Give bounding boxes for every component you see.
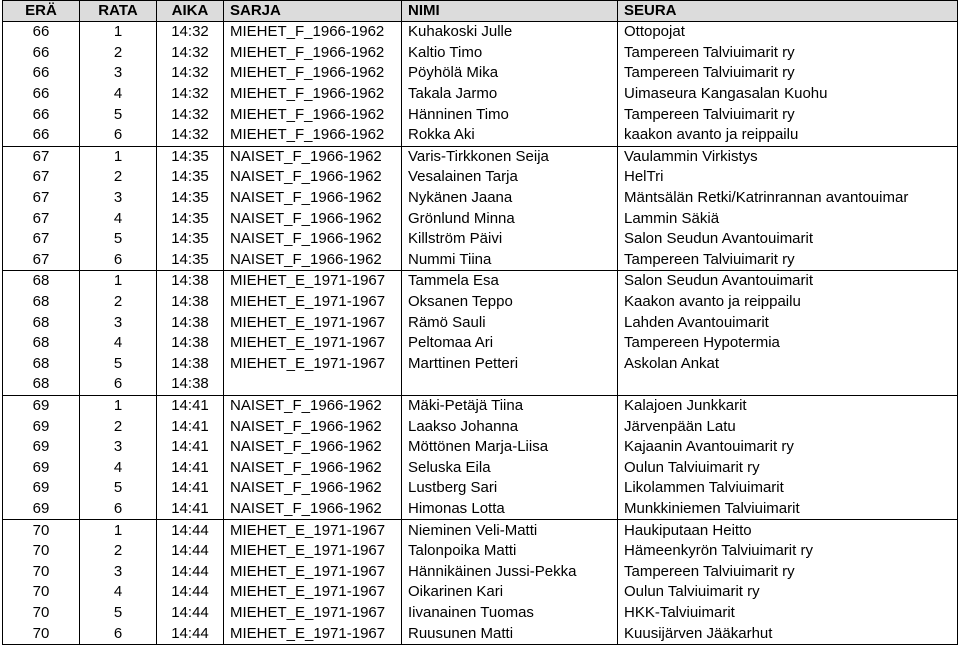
cell-seura: Haukiputaan Heitto	[618, 520, 958, 541]
cell-sarja: MIEHET_F_1966-1962	[224, 84, 402, 105]
cell-rata: 1	[80, 22, 157, 43]
cell-era: 69	[3, 437, 80, 458]
cell-sarja: MIEHET_E_1971-1967	[224, 292, 402, 313]
cell-aika: 14:44	[157, 520, 224, 541]
cell-era: 67	[3, 229, 80, 250]
cell-rata: 2	[80, 416, 157, 437]
cell-era: 67	[3, 250, 80, 271]
table-row	[3, 63, 958, 84]
cell-rata: 4	[80, 333, 157, 354]
cell-sarja: NAISET_F_1966-1962	[224, 229, 402, 250]
cell-sarja: MIEHET_E_1971-1967	[224, 312, 402, 333]
cell-sarja: MIEHET_E_1971-1967	[224, 541, 402, 562]
cell-aika: 14:32	[157, 43, 224, 64]
cell-sarja: MIEHET_E_1971-1967	[224, 520, 402, 541]
table-row	[3, 541, 958, 562]
cell-aika: 14:41	[157, 499, 224, 520]
cell-era: 70	[3, 603, 80, 624]
cell-aika: 14:41	[157, 478, 224, 499]
cell-aika: 14:35	[157, 208, 224, 229]
cell-seura: Lahden Avantouimarit	[618, 312, 958, 333]
cell-seura: Vaulammin Virkistys	[618, 146, 958, 167]
cell-nimi: Möttönen Marja-Liisa	[402, 437, 618, 458]
cell-nimi	[402, 374, 618, 395]
cell-sarja: NAISET_F_1966-1962	[224, 146, 402, 167]
cell-aika: 14:32	[157, 22, 224, 43]
cell-seura: Munkkiniemen Talviuimarit	[618, 499, 958, 520]
cell-era: 67	[3, 188, 80, 209]
cell-rata: 4	[80, 582, 157, 603]
cell-nimi: Peltomaa Ari	[402, 333, 618, 354]
cell-rata: 6	[80, 250, 157, 271]
cell-aika: 14:38	[157, 374, 224, 395]
cell-era: 66	[3, 125, 80, 146]
table-row	[3, 561, 958, 582]
cell-sarja: MIEHET_E_1971-1967	[224, 271, 402, 292]
cell-nimi: Tammela Esa	[402, 271, 618, 292]
cell-rata: 3	[80, 312, 157, 333]
cell-aika: 14:35	[157, 188, 224, 209]
cell-seura: Salon Seudun Avantouimarit	[618, 229, 958, 250]
cell-nimi: Kuhakoski Julle	[402, 22, 618, 43]
cell-sarja: NAISET_F_1966-1962	[224, 478, 402, 499]
cell-aika: 14:38	[157, 271, 224, 292]
cell-rata: 3	[80, 63, 157, 84]
table-row	[3, 457, 958, 478]
cell-sarja	[224, 374, 402, 395]
table-row	[3, 623, 958, 644]
cell-nimi: Pöyhölä Mika	[402, 63, 618, 84]
start-list-table	[2, 0, 958, 645]
cell-era: 68	[3, 374, 80, 395]
cell-rata: 3	[80, 188, 157, 209]
table-row	[3, 43, 958, 64]
cell-era: 69	[3, 499, 80, 520]
cell-nimi: Grönlund Minna	[402, 208, 618, 229]
cell-nimi: Mäki-Petäjä Tiina	[402, 395, 618, 416]
cell-nimi: Nykänen Jaana	[402, 188, 618, 209]
cell-rata: 1	[80, 271, 157, 292]
cell-nimi: Kaltio Timo	[402, 43, 618, 64]
cell-seura: HelTri	[618, 167, 958, 188]
cell-nimi: Varis-Tirkkonen Seija	[402, 146, 618, 167]
cell-rata: 5	[80, 104, 157, 125]
cell-era: 66	[3, 22, 80, 43]
cell-sarja: NAISET_F_1966-1962	[224, 395, 402, 416]
cell-nimi: Himonas Lotta	[402, 499, 618, 520]
cell-era: 69	[3, 478, 80, 499]
cell-sarja: NAISET_F_1966-1962	[224, 208, 402, 229]
cell-nimi: Vesalainen Tarja	[402, 167, 618, 188]
cell-aika: 14:41	[157, 457, 224, 478]
cell-seura: Salon Seudun Avantouimarit	[618, 271, 958, 292]
cell-nimi: Laakso Johanna	[402, 416, 618, 437]
cell-sarja: MIEHET_F_1966-1962	[224, 125, 402, 146]
cell-sarja: MIEHET_F_1966-1962	[224, 43, 402, 64]
cell-era: 68	[3, 354, 80, 375]
table-row	[3, 167, 958, 188]
cell-rata: 5	[80, 229, 157, 250]
cell-era: 69	[3, 457, 80, 478]
cell-seura: Tampereen Hypotermia	[618, 333, 958, 354]
cell-seura: Kaakon avanto ja reippailu	[618, 292, 958, 313]
cell-seura: Hämeenkyrön Talviuimarit ry	[618, 541, 958, 562]
cell-nimi: Nummi Tiina	[402, 250, 618, 271]
cell-era: 66	[3, 43, 80, 64]
table-row	[3, 188, 958, 209]
cell-nimi: Takala Jarmo	[402, 84, 618, 105]
cell-nimi: Oksanen Teppo	[402, 292, 618, 313]
cell-seura: Uimaseura Kangasalan Kuohu	[618, 84, 958, 105]
cell-rata: 4	[80, 457, 157, 478]
cell-era: 70	[3, 582, 80, 603]
cell-sarja: NAISET_F_1966-1962	[224, 250, 402, 271]
table-row	[3, 395, 958, 416]
cell-era: 66	[3, 104, 80, 125]
table-row	[3, 208, 958, 229]
cell-seura: Oulun Talviuimarit ry	[618, 457, 958, 478]
table-row	[3, 333, 958, 354]
cell-sarja: NAISET_F_1966-1962	[224, 499, 402, 520]
cell-seura: Kuusijärven Jääkarhut	[618, 623, 958, 644]
cell-seura: Tampereen Talviuimarit ry	[618, 561, 958, 582]
cell-era: 70	[3, 541, 80, 562]
cell-era: 70	[3, 623, 80, 644]
cell-era: 66	[3, 84, 80, 105]
cell-era: 67	[3, 208, 80, 229]
cell-aika: 14:38	[157, 354, 224, 375]
cell-aika: 14:44	[157, 603, 224, 624]
cell-seura: Likolammen Talviuimarit	[618, 478, 958, 499]
cell-aika: 14:41	[157, 416, 224, 437]
cell-rata: 1	[80, 395, 157, 416]
cell-rata: 6	[80, 499, 157, 520]
cell-rata: 5	[80, 478, 157, 499]
cell-seura: Lammin Säkiä	[618, 208, 958, 229]
cell-era: 69	[3, 416, 80, 437]
cell-rata: 3	[80, 437, 157, 458]
table-row	[3, 603, 958, 624]
cell-seura	[618, 374, 958, 395]
cell-sarja: MIEHET_F_1966-1962	[224, 22, 402, 43]
table-row	[3, 125, 958, 146]
header-aika: AIKA	[157, 1, 224, 22]
cell-nimi: Rämö Sauli	[402, 312, 618, 333]
cell-rata: 4	[80, 84, 157, 105]
cell-seura: Tampereen Talviuimarit ry	[618, 43, 958, 64]
cell-aika: 14:38	[157, 312, 224, 333]
table-row	[3, 374, 958, 395]
cell-aika: 14:35	[157, 250, 224, 271]
table-row	[3, 312, 958, 333]
cell-aika: 14:32	[157, 104, 224, 125]
cell-aika: 14:38	[157, 333, 224, 354]
cell-aika: 14:41	[157, 437, 224, 458]
header-sarja: SARJA	[224, 1, 402, 22]
table-row	[3, 437, 958, 458]
cell-seura: Järvenpään Latu	[618, 416, 958, 437]
cell-nimi: Talonpoika Matti	[402, 541, 618, 562]
cell-sarja: NAISET_F_1966-1962	[224, 416, 402, 437]
header-rata: RATA	[80, 1, 157, 22]
cell-aika: 14:44	[157, 582, 224, 603]
cell-aika: 14:38	[157, 292, 224, 313]
table-row	[3, 416, 958, 437]
cell-seura: Kajaanin Avantouimarit ry	[618, 437, 958, 458]
cell-seura: Ottopojat	[618, 22, 958, 43]
cell-seura: Oulun Talviuimarit ry	[618, 582, 958, 603]
header-nimi: NIMI	[402, 1, 618, 22]
cell-sarja: MIEHET_E_1971-1967	[224, 582, 402, 603]
cell-era: 70	[3, 561, 80, 582]
cell-aika: 14:44	[157, 623, 224, 644]
cell-era: 66	[3, 63, 80, 84]
table-row	[3, 520, 958, 541]
cell-aika: 14:35	[157, 146, 224, 167]
cell-seura: Tampereen Talviuimarit ry	[618, 250, 958, 271]
cell-rata: 4	[80, 208, 157, 229]
cell-rata: 6	[80, 125, 157, 146]
cell-nimi: Marttinen Petteri	[402, 354, 618, 375]
cell-era: 67	[3, 146, 80, 167]
cell-sarja: MIEHET_E_1971-1967	[224, 623, 402, 644]
header-row	[3, 1, 958, 22]
cell-nimi: Nieminen Veli-Matti	[402, 520, 618, 541]
cell-aika: 14:35	[157, 229, 224, 250]
cell-sarja: MIEHET_E_1971-1967	[224, 354, 402, 375]
cell-rata: 6	[80, 623, 157, 644]
cell-era: 68	[3, 312, 80, 333]
cell-era: 70	[3, 520, 80, 541]
cell-nimi: Rokka Aki	[402, 125, 618, 146]
table-row	[3, 478, 958, 499]
cell-rata: 2	[80, 43, 157, 64]
table-row	[3, 292, 958, 313]
cell-rata: 2	[80, 292, 157, 313]
header-era: ERÄ	[3, 1, 80, 22]
cell-sarja: MIEHET_E_1971-1967	[224, 333, 402, 354]
cell-rata: 1	[80, 146, 157, 167]
cell-sarja: NAISET_F_1966-1962	[224, 188, 402, 209]
cell-nimi: Lustberg Sari	[402, 478, 618, 499]
cell-rata: 5	[80, 603, 157, 624]
cell-sarja: NAISET_F_1966-1962	[224, 457, 402, 478]
cell-aika: 14:32	[157, 125, 224, 146]
cell-era: 68	[3, 271, 80, 292]
cell-nimi: Killström Päivi	[402, 229, 618, 250]
cell-sarja: MIEHET_F_1966-1962	[224, 63, 402, 84]
cell-seura: Tampereen Talviuimarit ry	[618, 63, 958, 84]
header-seura: SEURA	[618, 1, 958, 22]
cell-era: 67	[3, 167, 80, 188]
cell-nimi: Oikarinen Kari	[402, 582, 618, 603]
cell-aika: 14:44	[157, 541, 224, 562]
cell-rata: 6	[80, 374, 157, 395]
table-row	[3, 229, 958, 250]
cell-seura: kaakon avanto ja reippailu	[618, 125, 958, 146]
cell-nimi: Hänninen Timo	[402, 104, 618, 125]
cell-rata: 5	[80, 354, 157, 375]
cell-seura: Mäntsälän Retki/Katrinrannan avantouimar	[618, 188, 958, 209]
table-row	[3, 104, 958, 125]
cell-sarja: NAISET_F_1966-1962	[224, 167, 402, 188]
cell-nimi: Iivanainen Tuomas	[402, 603, 618, 624]
cell-nimi: Ruusunen Matti	[402, 623, 618, 644]
cell-aika: 14:41	[157, 395, 224, 416]
cell-era: 69	[3, 395, 80, 416]
table-row	[3, 146, 958, 167]
cell-aika: 14:35	[157, 167, 224, 188]
cell-seura: Tampereen Talviuimarit ry	[618, 104, 958, 125]
table-row	[3, 250, 958, 271]
cell-aika: 14:32	[157, 84, 224, 105]
cell-rata: 3	[80, 561, 157, 582]
table-row	[3, 84, 958, 105]
cell-era: 68	[3, 292, 80, 313]
cell-sarja: MIEHET_E_1971-1967	[224, 561, 402, 582]
cell-nimi: Seluska Eila	[402, 457, 618, 478]
cell-rata: 2	[80, 541, 157, 562]
cell-seura: Askolan Ankat	[618, 354, 958, 375]
table-row	[3, 354, 958, 375]
cell-sarja: MIEHET_E_1971-1967	[224, 603, 402, 624]
cell-era: 68	[3, 333, 80, 354]
cell-rata: 1	[80, 520, 157, 541]
cell-seura: HKK-Talviuimarit	[618, 603, 958, 624]
cell-aika: 14:44	[157, 561, 224, 582]
cell-seura: Kalajoen Junkkarit	[618, 395, 958, 416]
table-row	[3, 582, 958, 603]
cell-aika: 14:32	[157, 63, 224, 84]
cell-nimi: Hännikäinen Jussi-Pekka	[402, 561, 618, 582]
cell-sarja: NAISET_F_1966-1962	[224, 437, 402, 458]
table-row	[3, 22, 958, 43]
cell-sarja: MIEHET_F_1966-1962	[224, 104, 402, 125]
cell-rata: 2	[80, 167, 157, 188]
table-row	[3, 271, 958, 292]
table-row	[3, 499, 958, 520]
